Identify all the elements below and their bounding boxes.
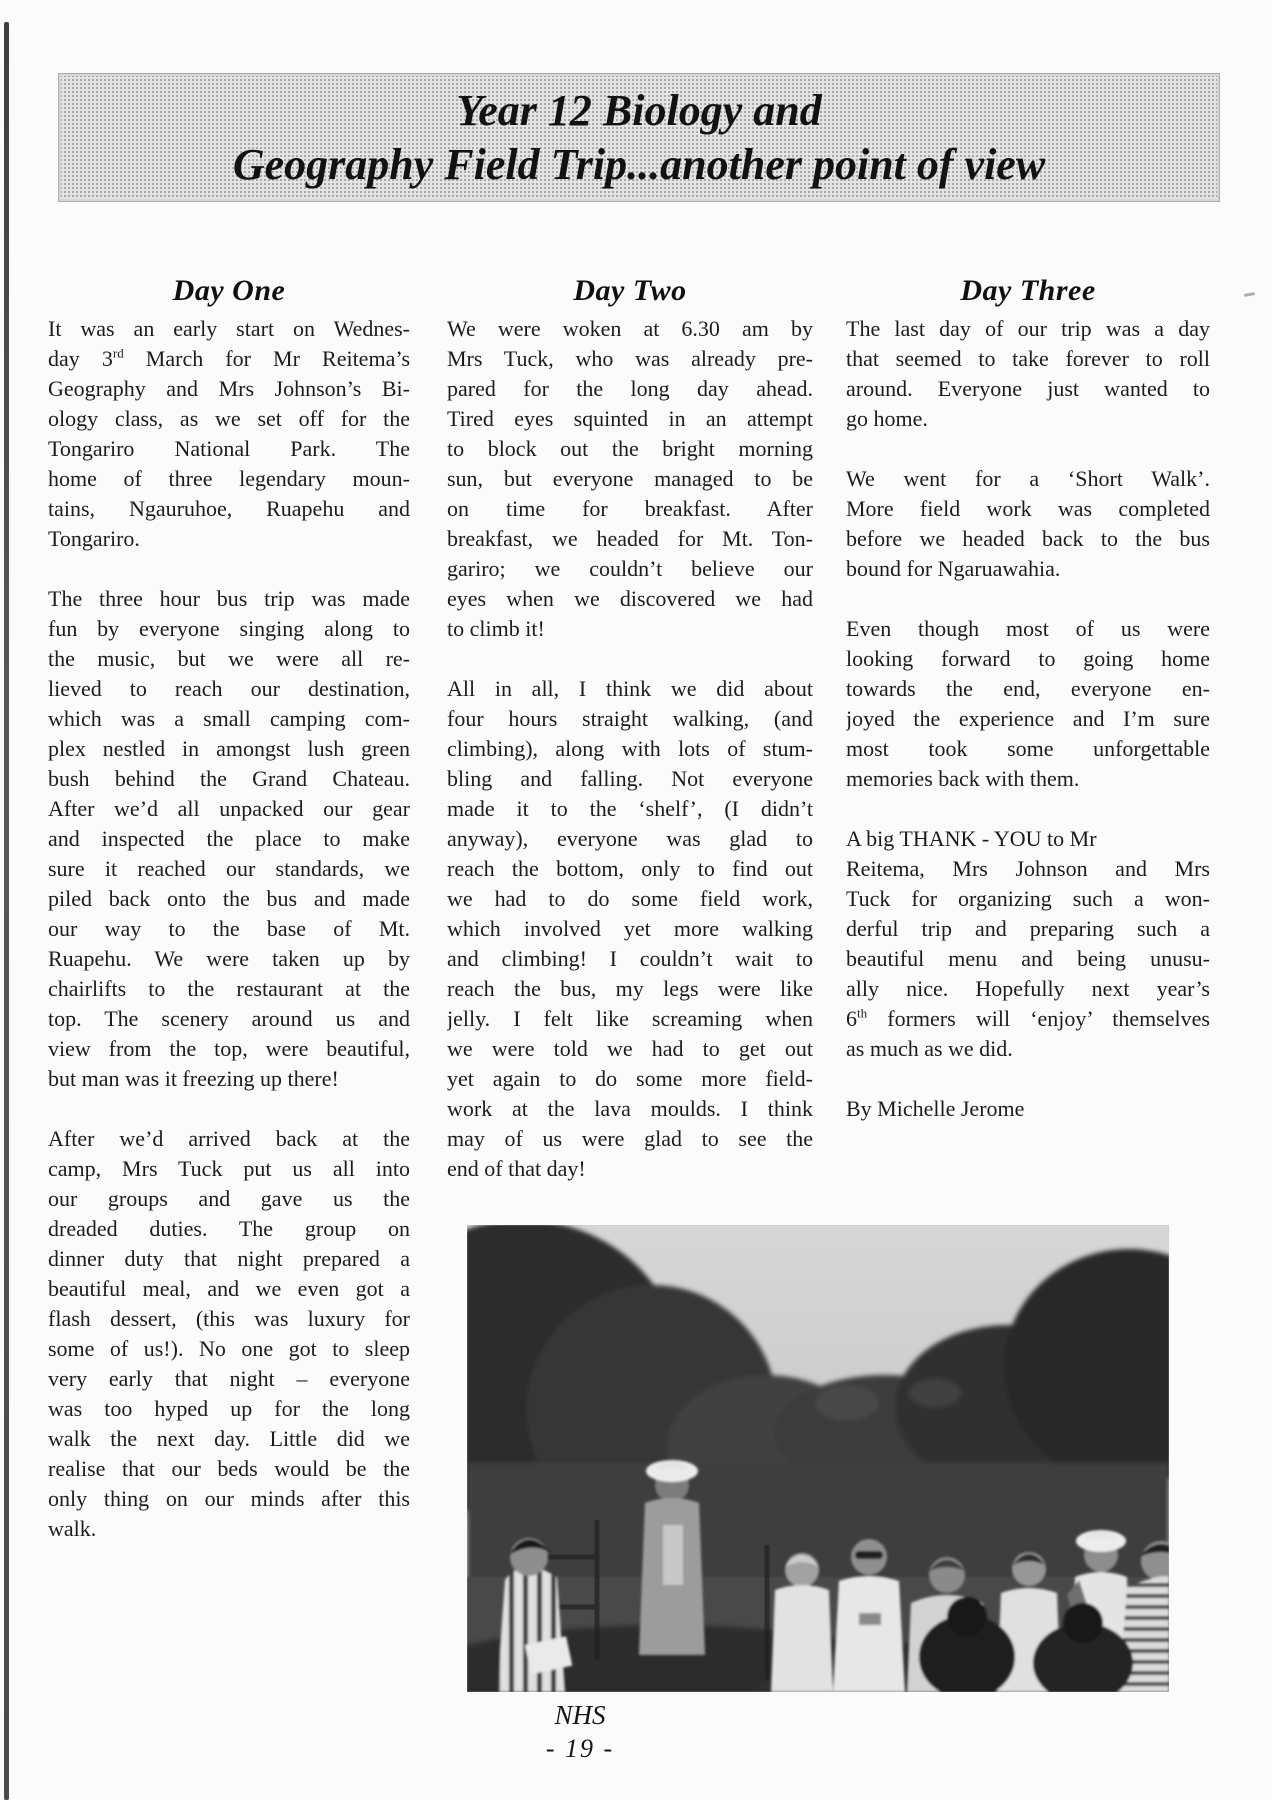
text-line: on time for breakfast. After xyxy=(447,496,813,521)
text-line: work at the lava moulds. I think xyxy=(447,1096,813,1121)
text-line: home of three legendary moun- xyxy=(48,466,410,491)
text-line: pared for the long day ahead. xyxy=(447,376,813,401)
text-line: our way to the base of Mt. xyxy=(48,916,410,941)
text-line: lieved to reach our destination, xyxy=(48,676,410,701)
article-title-line2: Geography Field Trip...another point of view xyxy=(232,139,1046,189)
text-line: After we’d all unpacked our gear xyxy=(48,796,410,821)
text-line: We went for a ‘Short Walk’. xyxy=(846,466,1210,491)
text-line: we had to do some field work, xyxy=(447,886,813,911)
superscript-ordinal: rd xyxy=(112,345,124,361)
text-line: but man was it freezing up there! xyxy=(48,1066,339,1091)
text-line: ology class, as we set off for the xyxy=(48,406,410,431)
text-line: bling and falling. Not everyone xyxy=(447,766,813,791)
text-line: reach the bus, my legs were like xyxy=(447,976,813,1001)
text-line: bush behind the Grand Chateau. xyxy=(48,766,410,791)
text-line: beautiful menu and being unusu- xyxy=(846,946,1210,971)
text-line: bound for Ngaruawahia. xyxy=(846,556,1061,581)
text-line: ally nice. Hopefully next year’s xyxy=(846,976,1210,1001)
text-line: around. Everyone just wanted to xyxy=(846,376,1210,401)
article-title-banner xyxy=(58,73,1220,202)
text-line: Ruapehu. We were taken up by xyxy=(48,946,410,971)
field-trip-photo xyxy=(467,1225,1169,1692)
text-line: flash dessert, (this was luxury for xyxy=(48,1306,410,1331)
column-body xyxy=(447,314,813,1184)
text-line: Tongariro National Park. The xyxy=(48,436,410,461)
paragraph xyxy=(846,1094,1210,1124)
text-line: Tongariro. xyxy=(48,526,140,551)
text-line: sun, but everyone managed to be xyxy=(447,466,813,491)
text-line: camp, Mrs Tuck put us all into xyxy=(48,1156,410,1181)
text-line: looking forward to going home xyxy=(846,646,1210,671)
footer-page-number: - 19 - xyxy=(545,1734,615,1763)
text-line: and climbing! I couldn’t wait to xyxy=(447,946,813,971)
text-line: Tuck for organizing such a won- xyxy=(846,886,1210,911)
text-line: walk the next day. Little did we xyxy=(48,1426,410,1451)
text-line: Even though most of us were xyxy=(846,616,1210,641)
text-line: day 3rd March for Mr Reitema’s xyxy=(48,345,410,371)
text-line: plex nestled in amongst lush green xyxy=(48,736,410,761)
text-line: to block out the bright morning xyxy=(447,436,813,461)
paragraph xyxy=(846,614,1210,794)
paragraph xyxy=(447,314,813,644)
text-line: that seemed to take forever to roll xyxy=(846,346,1210,371)
text-line: It was an early start on Wednes- xyxy=(48,316,410,341)
scan-edge-line xyxy=(4,22,9,1800)
text-line: Tired eyes squinted in an attempt xyxy=(447,406,813,431)
text-line: was too hyped up for the long xyxy=(48,1396,410,1421)
text-line: piled back onto the bus and made xyxy=(48,886,410,911)
text-line: 6th formers will ‘enjoy’ themselves xyxy=(846,1005,1210,1031)
paragraph xyxy=(48,314,410,554)
text-line: beautiful meal, and we even got a xyxy=(48,1276,410,1301)
text-line: The three hour bus trip was made xyxy=(48,586,410,611)
scan-margin-artifact xyxy=(1244,292,1255,297)
text-line: which was a small camping com- xyxy=(48,706,410,731)
text-line: top. The scenery around us and xyxy=(48,1006,410,1031)
text-line: realise that our beds would be the xyxy=(48,1456,410,1481)
text-line: After we’d arrived back at the xyxy=(48,1126,410,1151)
text-line: and inspected the place to make xyxy=(48,826,410,851)
text-line: yet again to do some more field- xyxy=(447,1066,813,1091)
text-line: A big THANK - YOU to Mr xyxy=(846,826,1097,851)
text-line: climbing), along with lots of stum- xyxy=(447,736,813,761)
column-body xyxy=(48,314,410,1544)
text-line: towards the end, everyone en- xyxy=(846,676,1210,701)
text-line: joyed the experience and I’m sure xyxy=(846,706,1210,731)
text-line: reach the bottom, only to find out xyxy=(447,856,813,881)
article-column xyxy=(48,273,410,1544)
page-footer xyxy=(0,1698,1160,1766)
text-line: some of us!). No one got to sleep xyxy=(48,1336,410,1361)
text-line: our groups and gave us the xyxy=(48,1186,410,1211)
column-body xyxy=(846,314,1210,1124)
text-line: dinner duty that night prepared a xyxy=(48,1246,410,1271)
text-line: jelly. I felt like screaming when xyxy=(447,1006,813,1031)
text-line: memories back with them. xyxy=(846,766,1080,791)
footer-school-initials: NHS xyxy=(554,1700,606,1730)
day-heading: Day Three xyxy=(960,274,1096,307)
text-line: end of that day! xyxy=(447,1156,586,1181)
text-line: chairlifts to the restaurant at the xyxy=(48,976,410,1001)
text-line: tains, Ngauruhoe, Ruapehu and xyxy=(48,496,410,521)
text-line: may of us were glad to see the xyxy=(447,1126,813,1151)
text-line: walk. xyxy=(48,1516,97,1541)
text-line: to climb it! xyxy=(447,616,545,641)
paragraph xyxy=(447,674,813,1184)
article-title-line1: Year 12 Biology and xyxy=(456,85,822,135)
superscript-ordinal: th xyxy=(857,1005,868,1021)
text-line: We were woken at 6.30 am by xyxy=(447,316,813,341)
text-line: made it to the ‘shelf’, (I didn’t xyxy=(447,796,813,821)
text-line: before we headed back to the bus xyxy=(846,526,1210,551)
text-line: view from the top, were beautiful, xyxy=(48,1036,410,1061)
paragraph xyxy=(48,1124,410,1544)
paragraph xyxy=(846,314,1210,434)
text-line: go home. xyxy=(846,406,928,431)
paragraph xyxy=(48,584,410,1094)
text-line: the music, but we were all re- xyxy=(48,646,410,671)
text-line: By Michelle Jerome xyxy=(846,1096,1025,1121)
text-line: anyway), everyone was glad to xyxy=(447,826,813,851)
article-column xyxy=(447,273,813,1184)
text-line: four hours straight walking, (and xyxy=(447,706,813,731)
text-line: fun by everyone singing along to xyxy=(48,616,410,641)
day-heading: Day Two xyxy=(573,274,687,307)
text-line: breakfast, we headed for Mt. Ton- xyxy=(447,526,813,551)
text-line: only thing on our minds after this xyxy=(48,1486,410,1511)
text-line: most took some unforgettable xyxy=(846,736,1210,761)
article-column xyxy=(846,273,1210,1124)
text-line: The last day of our trip was a day xyxy=(846,316,1210,341)
text-line: eyes when we discovered we had xyxy=(447,586,813,611)
text-line: Reitema, Mrs Johnson and Mrs xyxy=(846,856,1210,881)
text-line: gariro; we couldn’t believe our xyxy=(447,556,813,581)
text-line: All in all, I think we did about xyxy=(447,676,813,701)
text-line: Mrs Tuck, who was already pre- xyxy=(447,346,813,371)
day-heading: Day One xyxy=(172,274,286,307)
text-line: More field work was completed xyxy=(846,496,1210,521)
text-line: derful trip and preparing such a xyxy=(846,916,1210,941)
text-line: as much as we did. xyxy=(846,1036,1013,1061)
text-line: sure it reached our standards, we xyxy=(48,856,410,881)
paragraph xyxy=(846,464,1210,584)
text-line: dreaded duties. The group on xyxy=(48,1216,410,1241)
text-line: we were told we had to get out xyxy=(447,1036,813,1061)
text-line: which involved yet more walking xyxy=(447,916,813,941)
photo-illustration xyxy=(467,1225,1169,1692)
text-line: very early that night – everyone xyxy=(48,1366,410,1391)
text-line: Geography and Mrs Johnson’s Bi- xyxy=(48,376,410,401)
paragraph xyxy=(846,824,1210,1064)
